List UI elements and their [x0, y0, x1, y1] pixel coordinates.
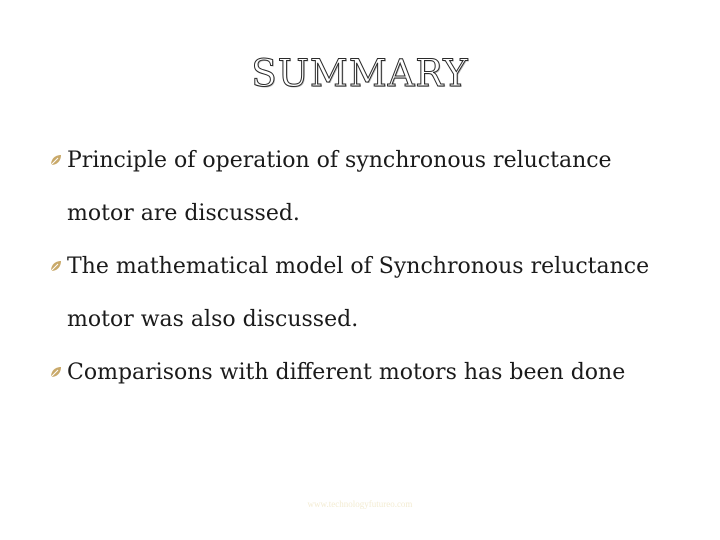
bullet-line-2: motor are discussed.	[67, 201, 300, 226]
leaf-bullet-icon	[49, 365, 63, 379]
leaf-bullet-icon	[49, 259, 63, 273]
bullet-line-1: Comparisons with different motors has been done	[67, 360, 626, 385]
bullet-item	[47, 346, 697, 399]
bullet-line-1: The mathematical model of Synchronous reluctance	[67, 254, 650, 279]
bullet-list	[47, 134, 697, 399]
bullet-line-2: motor was also discussed.	[67, 307, 359, 332]
bullet-item	[47, 240, 697, 346]
bullet-line-1: Principle of operation of synchronous reluctance	[67, 148, 612, 173]
footer-url: www.technologyfutureo.com	[307, 499, 413, 509]
bullet-item	[47, 134, 697, 240]
slide-title: SUMMARY	[251, 52, 469, 95]
leaf-bullet-icon	[49, 153, 63, 167]
